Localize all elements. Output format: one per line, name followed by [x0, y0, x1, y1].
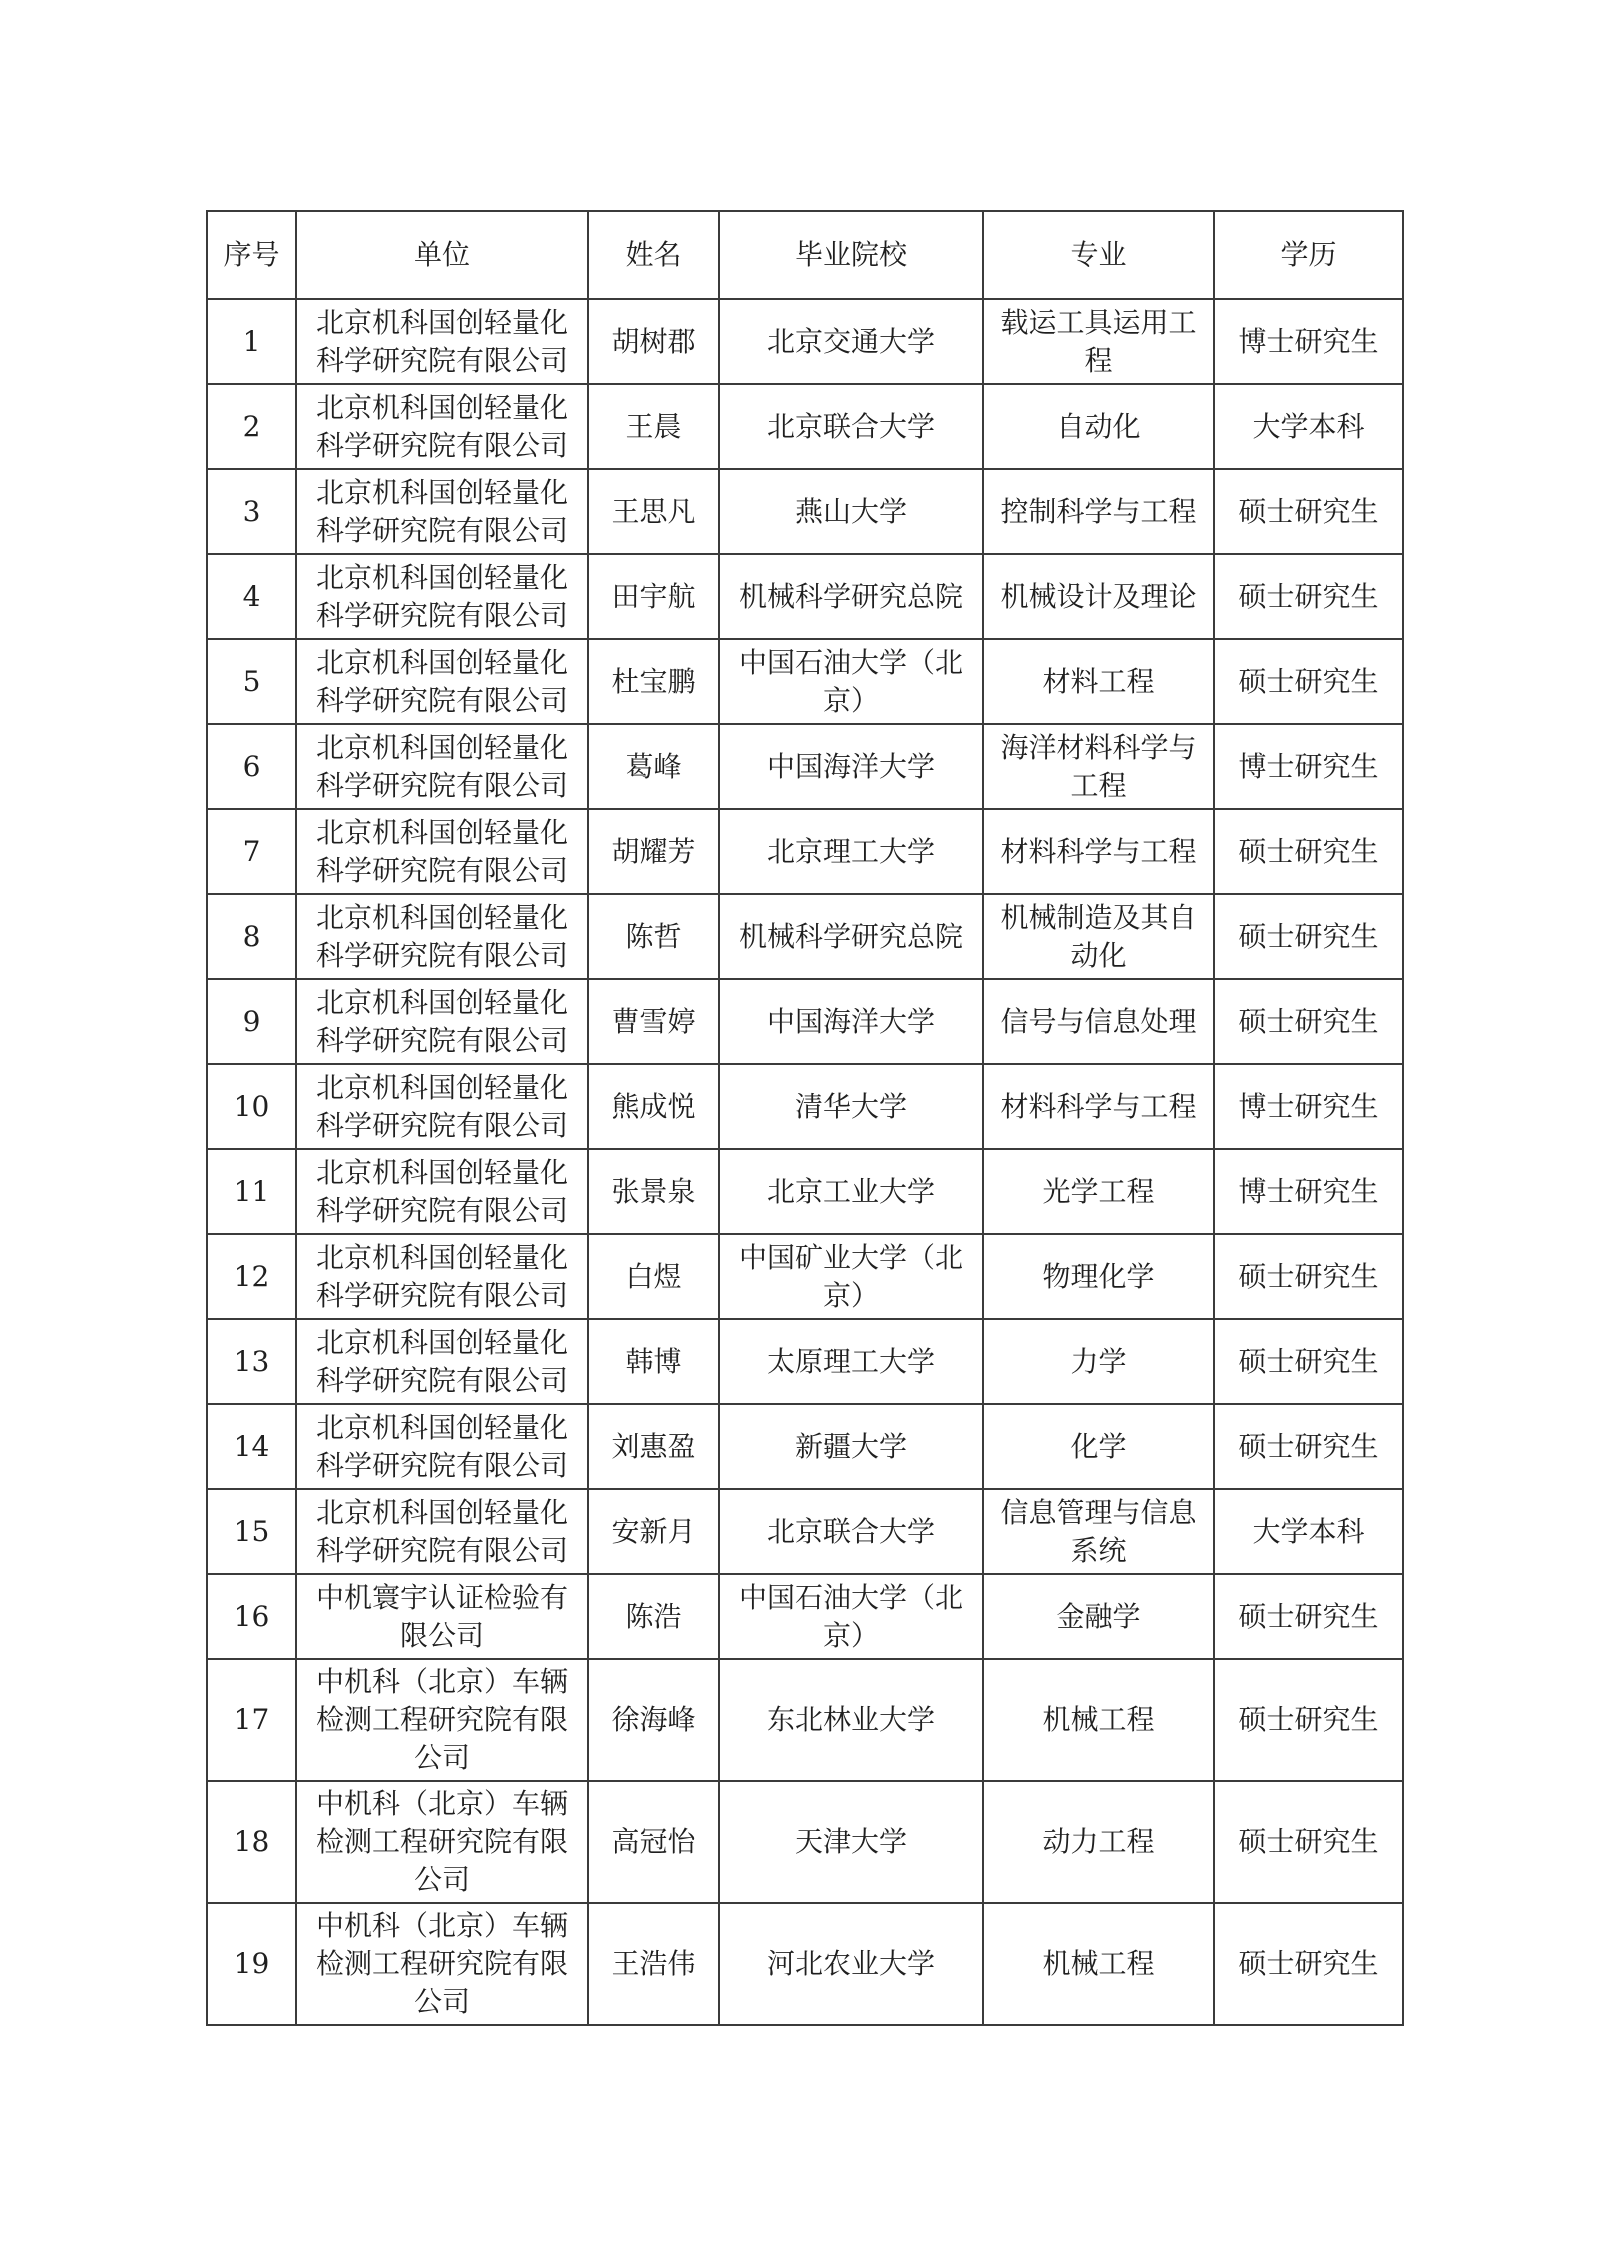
table-cell-name: 葛峰 [588, 724, 719, 809]
table-row [207, 639, 1403, 724]
table-cell-degree: 硕士研究生 [1214, 554, 1403, 639]
table-cell-major: 材料工程 [983, 639, 1214, 724]
table-cell-no: 15 [207, 1489, 296, 1574]
table-cell-major: 信息管理与信息系统 [983, 1489, 1214, 1574]
table-cell-unit: 北京机科国创轻量化科学研究院有限公司 [296, 809, 588, 894]
table-cell-no: 12 [207, 1234, 296, 1319]
table-cell-unit: 北京机科国创轻量化科学研究院有限公司 [296, 1319, 588, 1404]
table-row [207, 894, 1403, 979]
table-row [207, 809, 1403, 894]
table-cell-degree: 大学本科 [1214, 384, 1403, 469]
table-cell-unit: 北京机科国创轻量化科学研究院有限公司 [296, 1489, 588, 1574]
table-cell-school: 中国矿业大学（北京） [719, 1234, 983, 1319]
table-cell-unit: 北京机科国创轻量化科学研究院有限公司 [296, 1234, 588, 1319]
table-cell-no: 17 [207, 1659, 296, 1781]
table-cell-unit: 中机科（北京）车辆检测工程研究院有限公司 [296, 1903, 588, 2025]
table-cell-major: 金融学 [983, 1574, 1214, 1659]
table-cell-degree: 博士研究生 [1214, 299, 1403, 384]
table-cell-degree: 硕士研究生 [1214, 469, 1403, 554]
table-cell-name: 王思凡 [588, 469, 719, 554]
table-cell-degree: 大学本科 [1214, 1489, 1403, 1574]
table-cell-school: 清华大学 [719, 1064, 983, 1149]
table-cell-no: 16 [207, 1574, 296, 1659]
table-cell-name: 胡耀芳 [588, 809, 719, 894]
table-cell-major: 自动化 [983, 384, 1214, 469]
personnel-table [206, 210, 1404, 2026]
table-cell-major: 材料科学与工程 [983, 1064, 1214, 1149]
table-cell-unit: 北京机科国创轻量化科学研究院有限公司 [296, 724, 588, 809]
table-cell-no: 18 [207, 1781, 296, 1903]
table-cell-degree: 博士研究生 [1214, 1064, 1403, 1149]
table-row [207, 724, 1403, 809]
table-cell-major: 机械设计及理论 [983, 554, 1214, 639]
table-cell-degree: 博士研究生 [1214, 724, 1403, 809]
table-cell-degree: 硕士研究生 [1214, 809, 1403, 894]
table-cell-school: 北京联合大学 [719, 384, 983, 469]
table-cell-major: 材料科学与工程 [983, 809, 1214, 894]
table-cell-no: 4 [207, 554, 296, 639]
table-cell-unit: 北京机科国创轻量化科学研究院有限公司 [296, 384, 588, 469]
table-cell-school: 天津大学 [719, 1781, 983, 1903]
table-row [207, 979, 1403, 1064]
table-cell-degree: 硕士研究生 [1214, 1659, 1403, 1781]
table-cell-no: 13 [207, 1319, 296, 1404]
table-cell-name: 安新月 [588, 1489, 719, 1574]
table-cell-name: 韩博 [588, 1319, 719, 1404]
table-cell-unit: 中机科（北京）车辆检测工程研究院有限公司 [296, 1659, 588, 1781]
table-cell-no: 11 [207, 1149, 296, 1234]
table-cell-degree: 硕士研究生 [1214, 894, 1403, 979]
table-cell-major: 化学 [983, 1404, 1214, 1489]
table-cell-unit: 北京机科国创轻量化科学研究院有限公司 [296, 894, 588, 979]
table-cell-unit: 北京机科国创轻量化科学研究院有限公司 [296, 299, 588, 384]
table-cell-degree: 硕士研究生 [1214, 1781, 1403, 1903]
table-cell-unit: 北京机科国创轻量化科学研究院有限公司 [296, 1064, 588, 1149]
table-cell-major: 物理化学 [983, 1234, 1214, 1319]
table-cell-degree: 硕士研究生 [1214, 1903, 1403, 2025]
table-row [207, 1781, 1403, 1903]
table-cell-unit: 北京机科国创轻量化科学研究院有限公司 [296, 1404, 588, 1489]
table-cell-school: 新疆大学 [719, 1404, 983, 1489]
header-cell-name: 姓名 [588, 211, 719, 299]
header-cell-major: 专业 [983, 211, 1214, 299]
table-cell-name: 熊成悦 [588, 1064, 719, 1149]
table-cell-unit: 北京机科国创轻量化科学研究院有限公司 [296, 1149, 588, 1234]
table-cell-no: 14 [207, 1404, 296, 1489]
table-cell-major: 力学 [983, 1319, 1214, 1404]
table-cell-name: 张景泉 [588, 1149, 719, 1234]
table-cell-degree: 硕士研究生 [1214, 1574, 1403, 1659]
table-cell-major: 机械工程 [983, 1659, 1214, 1781]
table-cell-no: 10 [207, 1064, 296, 1149]
header-cell-no: 序号 [207, 211, 296, 299]
table-row [207, 1234, 1403, 1319]
header-cell-unit: 单位 [296, 211, 588, 299]
table-cell-unit: 北京机科国创轻量化科学研究院有限公司 [296, 469, 588, 554]
table-cell-school: 中国海洋大学 [719, 724, 983, 809]
table-cell-major: 机械制造及其自动化 [983, 894, 1214, 979]
table-cell-name: 陈哲 [588, 894, 719, 979]
table-row [207, 554, 1403, 639]
table-row [207, 1903, 1403, 2025]
table-cell-no: 7 [207, 809, 296, 894]
table-cell-name: 陈浩 [588, 1574, 719, 1659]
table-cell-name: 高冠怡 [588, 1781, 719, 1903]
table-cell-school: 燕山大学 [719, 469, 983, 554]
table-cell-name: 曹雪婷 [588, 979, 719, 1064]
table-cell-unit: 中机寰宇认证检验有限公司 [296, 1574, 588, 1659]
table-cell-major: 动力工程 [983, 1781, 1214, 1903]
table-cell-name: 王浩伟 [588, 1903, 719, 2025]
table-cell-major: 控制科学与工程 [983, 469, 1214, 554]
table-header [207, 211, 1403, 299]
table-row [207, 1149, 1403, 1234]
table-cell-no: 19 [207, 1903, 296, 2025]
table-row [207, 1064, 1403, 1149]
table-row [207, 1659, 1403, 1781]
table-cell-major: 机械工程 [983, 1903, 1214, 2025]
table-cell-major: 信号与信息处理 [983, 979, 1214, 1064]
table-cell-no: 1 [207, 299, 296, 384]
table-cell-school: 机械科学研究总院 [719, 894, 983, 979]
table-header-row [207, 211, 1403, 299]
table-cell-school: 北京理工大学 [719, 809, 983, 894]
table-cell-school: 东北林业大学 [719, 1659, 983, 1781]
table-cell-school: 北京交通大学 [719, 299, 983, 384]
table-row [207, 1489, 1403, 1574]
table-cell-degree: 硕士研究生 [1214, 1319, 1403, 1404]
header-cell-school: 毕业院校 [719, 211, 983, 299]
table-row [207, 469, 1403, 554]
table-cell-name: 白煜 [588, 1234, 719, 1319]
table-cell-name: 杜宝鹏 [588, 639, 719, 724]
header-cell-degree: 学历 [1214, 211, 1403, 299]
table-cell-degree: 硕士研究生 [1214, 1234, 1403, 1319]
table-row [207, 1319, 1403, 1404]
table-cell-school: 中国石油大学（北京） [719, 1574, 983, 1659]
table-cell-degree: 硕士研究生 [1214, 639, 1403, 724]
table-cell-major: 海洋材料科学与工程 [983, 724, 1214, 809]
table-cell-degree: 硕士研究生 [1214, 979, 1403, 1064]
table-cell-school: 北京工业大学 [719, 1149, 983, 1234]
table-row [207, 1404, 1403, 1489]
table-cell-no: 8 [207, 894, 296, 979]
table-cell-no: 2 [207, 384, 296, 469]
table-cell-major: 光学工程 [983, 1149, 1214, 1234]
table-row [207, 1574, 1403, 1659]
table-cell-unit: 北京机科国创轻量化科学研究院有限公司 [296, 979, 588, 1064]
table-cell-name: 胡树郡 [588, 299, 719, 384]
table-cell-major: 载运工具运用工程 [983, 299, 1214, 384]
table-cell-school: 北京联合大学 [719, 1489, 983, 1574]
table-cell-name: 刘惠盈 [588, 1404, 719, 1489]
table-cell-school: 机械科学研究总院 [719, 554, 983, 639]
table-cell-no: 5 [207, 639, 296, 724]
table-cell-degree: 博士研究生 [1214, 1149, 1403, 1234]
table-cell-no: 9 [207, 979, 296, 1064]
table-cell-unit: 中机科（北京）车辆检测工程研究院有限公司 [296, 1781, 588, 1903]
table-cell-no: 6 [207, 724, 296, 809]
table-cell-school: 中国海洋大学 [719, 979, 983, 1064]
table-cell-school: 太原理工大学 [719, 1319, 983, 1404]
table-cell-degree: 硕士研究生 [1214, 1404, 1403, 1489]
table-body [207, 299, 1403, 2025]
table-cell-name: 王晨 [588, 384, 719, 469]
table-cell-unit: 北京机科国创轻量化科学研究院有限公司 [296, 554, 588, 639]
table-cell-school: 中国石油大学（北京） [719, 639, 983, 724]
table-cell-school: 河北农业大学 [719, 1903, 983, 2025]
table-row [207, 384, 1403, 469]
table-row [207, 299, 1403, 384]
table-cell-name: 徐海峰 [588, 1659, 719, 1781]
table-cell-unit: 北京机科国创轻量化科学研究院有限公司 [296, 639, 588, 724]
table-cell-name: 田宇航 [588, 554, 719, 639]
table-cell-no: 3 [207, 469, 296, 554]
